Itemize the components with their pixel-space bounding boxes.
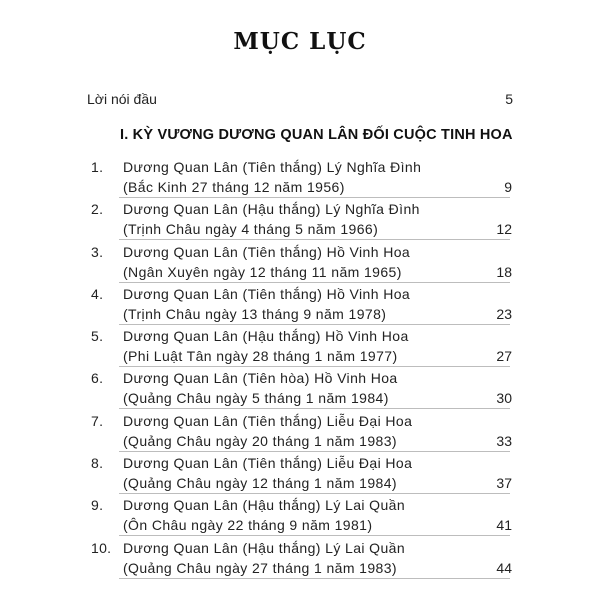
entry-title: Dương Quan Lân (Tiên thắng) Liễu Đại Hoa xyxy=(123,455,413,472)
entry-divider xyxy=(119,578,510,579)
entry-divider xyxy=(119,451,510,452)
entry-number: 8. xyxy=(91,455,104,472)
page-title: MỤC LỤC xyxy=(233,28,367,55)
entry-number: 3. xyxy=(91,243,104,260)
toc-entry[interactable] xyxy=(0,201,600,243)
entry-divider xyxy=(119,282,510,283)
entry-page-number: 23 xyxy=(496,305,512,322)
entry-title: Dương Quan Lân (Tiên thắng) Hồ Vinh Hoa xyxy=(123,243,411,260)
entry-subtitle: (Quảng Châu ngày 5 tháng 1 năm 1984) xyxy=(123,390,389,407)
entry-subtitle: (Ôn Châu ngày 22 tháng 9 năm 1981) xyxy=(123,517,373,534)
entry-subtitle: (Trịnh Châu ngày 4 tháng 5 năm 1966) xyxy=(123,221,379,238)
toc-entry[interactable] xyxy=(0,413,600,455)
entry-title: Dương Quan Lân (Tiên thắng) Hồ Vinh Hoa xyxy=(123,285,411,302)
toc-entry[interactable] xyxy=(0,244,600,286)
entry-number: 7. xyxy=(91,412,104,429)
entry-number: 6. xyxy=(91,370,104,387)
entry-number: 9. xyxy=(91,497,104,514)
toc-entry[interactable] xyxy=(0,286,600,328)
toc-entry-list xyxy=(0,159,600,582)
entry-number: 2. xyxy=(91,201,104,218)
entry-number: 10. xyxy=(91,539,112,556)
entry-divider xyxy=(119,535,510,536)
entry-title: Dương Quan Lân (Hậu thắng) Hồ Vinh Hoa xyxy=(123,328,409,345)
entry-page-number: 33 xyxy=(496,432,512,449)
toc-entry[interactable] xyxy=(0,455,600,497)
entry-title: Dương Quan Lân (Hậu thắng) Lý Lai Quần xyxy=(123,539,406,556)
toc-entry[interactable] xyxy=(0,370,600,412)
entry-subtitle: (Quảng Châu ngày 27 tháng 1 năm 1983) xyxy=(123,559,397,576)
entry-title: Dương Quan Lân (Hậu thắng) Lý Lai Quần xyxy=(123,497,406,514)
entry-page-number: 44 xyxy=(496,559,512,576)
entry-divider xyxy=(119,408,510,409)
toc-entry[interactable] xyxy=(0,497,600,539)
entry-title: Dương Quan Lân (Tiên thắng) Lý Nghĩa Đình xyxy=(123,159,422,175)
entry-divider xyxy=(119,324,510,325)
preface-label: Lời nói đầu xyxy=(87,91,157,107)
entry-page-number: 18 xyxy=(496,263,512,280)
entry-subtitle: (Quảng Châu ngày 12 tháng 1 năm 1984) xyxy=(123,475,397,492)
entry-page-number: 41 xyxy=(496,517,512,534)
entry-subtitle: (Phi Luật Tân ngày 28 tháng 1 năm 1977) xyxy=(123,348,398,365)
entry-page-number: 30 xyxy=(496,390,512,407)
entry-subtitle: (Bắc Kinh 27 tháng 12 năm 1956) xyxy=(123,179,345,195)
preface-entry[interactable] xyxy=(87,91,513,107)
entry-page-number: 27 xyxy=(496,348,512,365)
entry-subtitle: (Quảng Châu ngày 20 tháng 1 năm 1983) xyxy=(123,432,397,449)
entry-title: Dương Quan Lân (Tiên thắng) Liễu Đại Hoa xyxy=(123,412,413,429)
entry-subtitle: (Ngân Xuyên ngày 12 tháng 11 năm 1965) xyxy=(123,263,402,280)
entry-divider xyxy=(119,493,510,494)
toc-entry[interactable] xyxy=(0,159,600,201)
entry-divider xyxy=(119,197,510,198)
entry-divider xyxy=(119,239,510,240)
entry-divider xyxy=(119,366,510,367)
entry-number: 1. xyxy=(91,159,104,175)
entry-page-number: 12 xyxy=(496,221,512,238)
section-heading: I. KỲ VƯƠNG DƯƠNG QUAN LÂN ĐỐI CUỘC TINH HOA xyxy=(120,127,513,143)
entry-page-number: 9 xyxy=(504,179,512,195)
entry-title: Dương Quan Lân (Tiên hòa) Hồ Vinh Hoa xyxy=(123,370,398,387)
entry-number: 4. xyxy=(91,285,104,302)
entry-subtitle: (Trịnh Châu ngày 13 tháng 9 năm 1978) xyxy=(123,305,387,322)
preface-page-number: 5 xyxy=(505,91,513,107)
toc-entry[interactable] xyxy=(0,540,600,582)
entry-title: Dương Quan Lân (Hậu thắng) Lý Nghĩa Đình xyxy=(123,201,420,218)
entry-number: 5. xyxy=(91,328,104,345)
toc-entry[interactable] xyxy=(0,328,600,370)
entry-page-number: 37 xyxy=(496,475,512,492)
